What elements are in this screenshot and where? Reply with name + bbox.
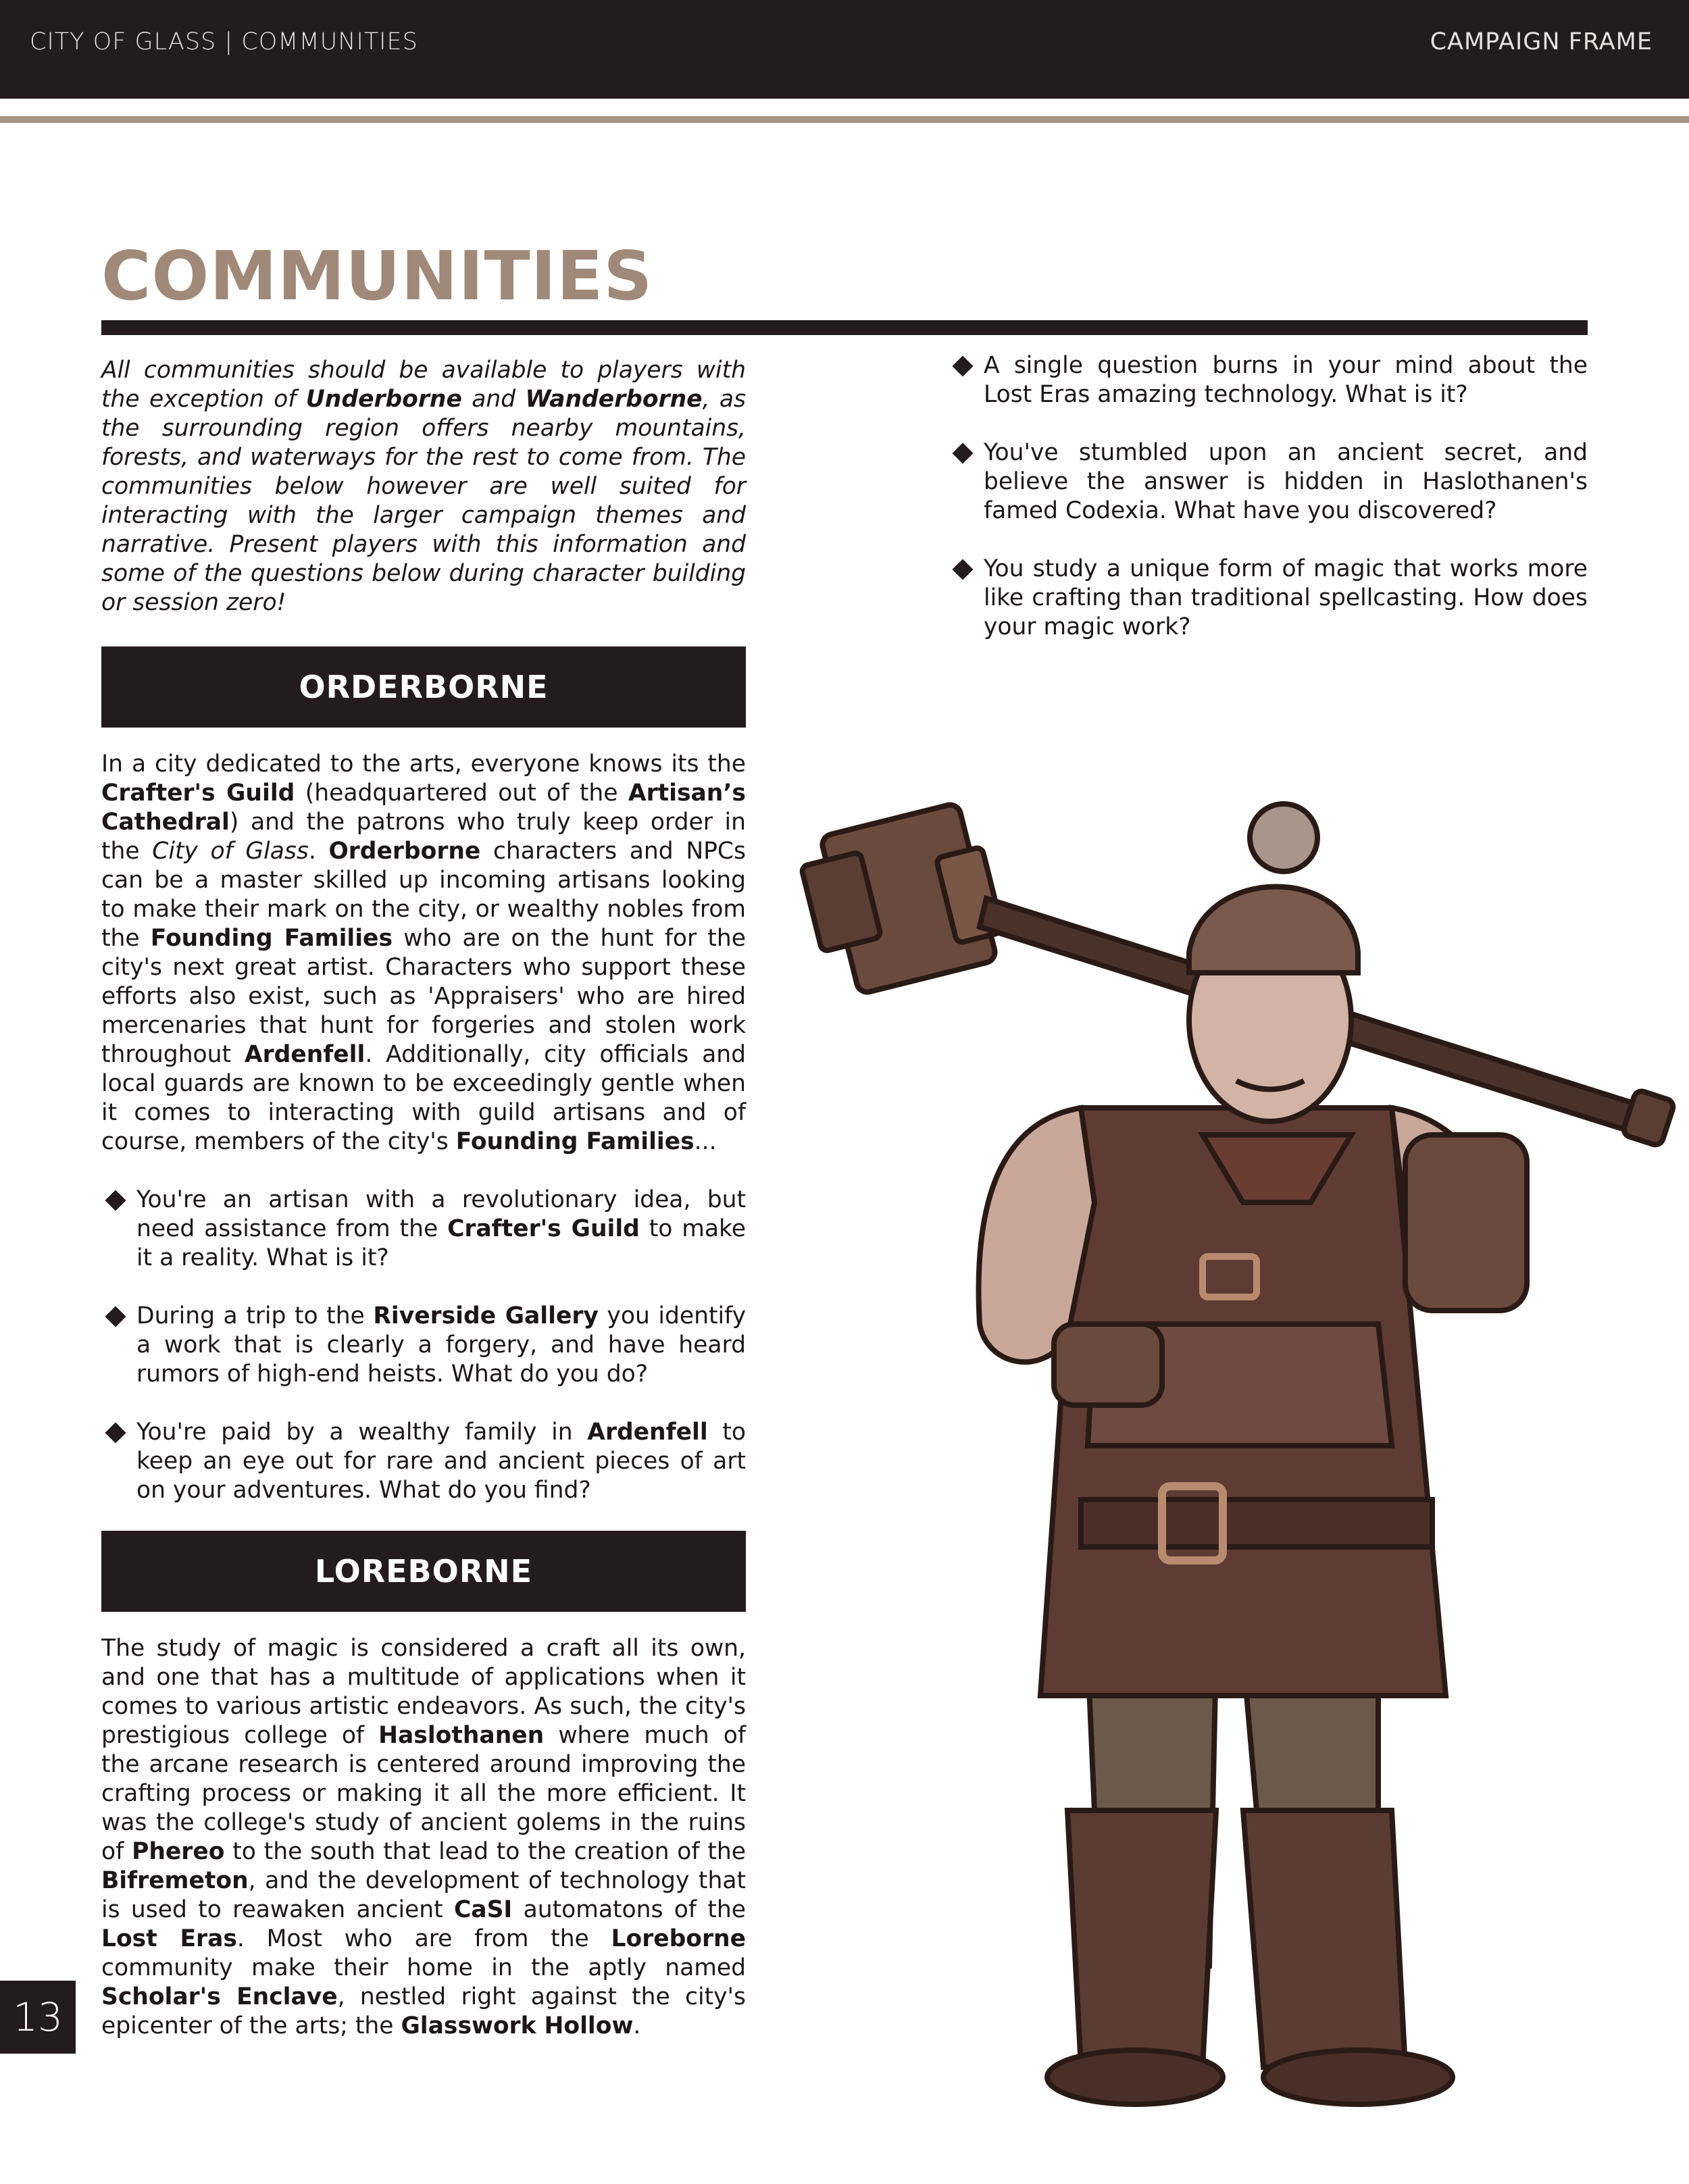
- section-label: CAMPAIGN FRAME: [1430, 28, 1653, 55]
- left-column: [101, 356, 746, 2041]
- list-item: You're paid by a wealthy family in Ardenfell to keep an eye out for rare and ancient pieces of art on your adventures. What do you find?: [101, 1418, 746, 1505]
- loreborne-paragraph: The study of magic is considered a craft all its own, and one that has a multitude of applications when it comes to various artistic endeavors. As such, the city's prestigious college of Haslothanen where much of the arcane research is centered around improving the crafting process or making it all the more efficient. It was the college's study of ancient golems in the ruins of Phereo to the south that lead to the creation of the Bifremeton, and the development of technology that is used to reawaken ancient CaSI automatons of the Lost Eras. Most who are from the Loreborne community make their home in the aptly named Scholar's Enclave, nestled right against the city's epicenter of the arts; the Glasswork Hollow.: [101, 1635, 747, 2039]
- header-rule: [0, 116, 1689, 123]
- list-item: You've stumbled upon an ancient secret, and believe the answer is hidden in Haslothanen's famed Codexia. What have you discovered?: [949, 438, 1588, 526]
- smith-illustration: [797, 730, 1689, 2114]
- breadcrumb: CITY OF GLASS | COMMUNITIES: [30, 28, 418, 55]
- diamond-bullet-icon: [952, 442, 973, 463]
- page-number: 13: [0, 1981, 76, 2054]
- diamond-bullet-icon: [105, 1190, 126, 1211]
- list-item: A single question burns in your mind about the Lost Eras amazing technology. What is it?: [949, 351, 1588, 409]
- right-column: [949, 351, 1588, 642]
- intro-paragraph: All communities should be available to players with the exception of Underborne and Wanderborne, as the surrounding region offers nearby mountains, forests, and waterways for the rest to come from. The communities below however are well suited for interacting with the larger campaign themes and narrative. Present players with this information and some of the questions below during character building or session zero!: [101, 357, 746, 616]
- title-rule: [101, 320, 1588, 335]
- list-item: You study a unique form of magic that works more like crafting than traditional spellcasting. How does your magic work?: [949, 555, 1588, 642]
- page-header: [0, 0, 1689, 99]
- list-item: You're an artisan with a revolutionary idea, but need assistance from the Crafter's Guild to make it a reality. What is it?: [101, 1186, 746, 1273]
- list-item: During a trip to the Riverside Gallery you identify a work that is clearly a forgery, and have heard rumors of high-end heists. What do you do?: [101, 1302, 746, 1389]
- orderborne-heading: ORDERBORNE: [101, 646, 746, 728]
- page-title: COMMUNITIES: [101, 236, 653, 315]
- diamond-bullet-icon: [952, 559, 973, 580]
- orderborne-questions: [101, 1186, 746, 1505]
- orderborne-paragraph: In a city dedicated to the arts, everyone knows its the Crafter's Guild (headquartered out of the Artisan’s Cathedral) and the patrons who truly keep order in the City of Glass. Orderborne characters and NPCs can be a master skilled up incoming artisans looking to make their mark on the city, or wealthy nobles from the Founding Families who are on the hunt for the city's next great artist. Characters who support these efforts also exist, such as 'Appraisers' who are hired mercenaries that hunt for forgeries and stolen work throughout Ardenfell. Additionally, city officials and local guards are known to be exceedingly gentle when it comes to interacting with guild artisans and of course, members of the city's Founding Families...: [101, 751, 746, 1155]
- diamond-bullet-icon: [952, 355, 973, 376]
- loreborne-questions: [949, 351, 1588, 642]
- loreborne-heading: LOREBORNE: [101, 1531, 746, 1612]
- diamond-bullet-icon: [105, 1306, 126, 1327]
- diamond-bullet-icon: [105, 1422, 126, 1443]
